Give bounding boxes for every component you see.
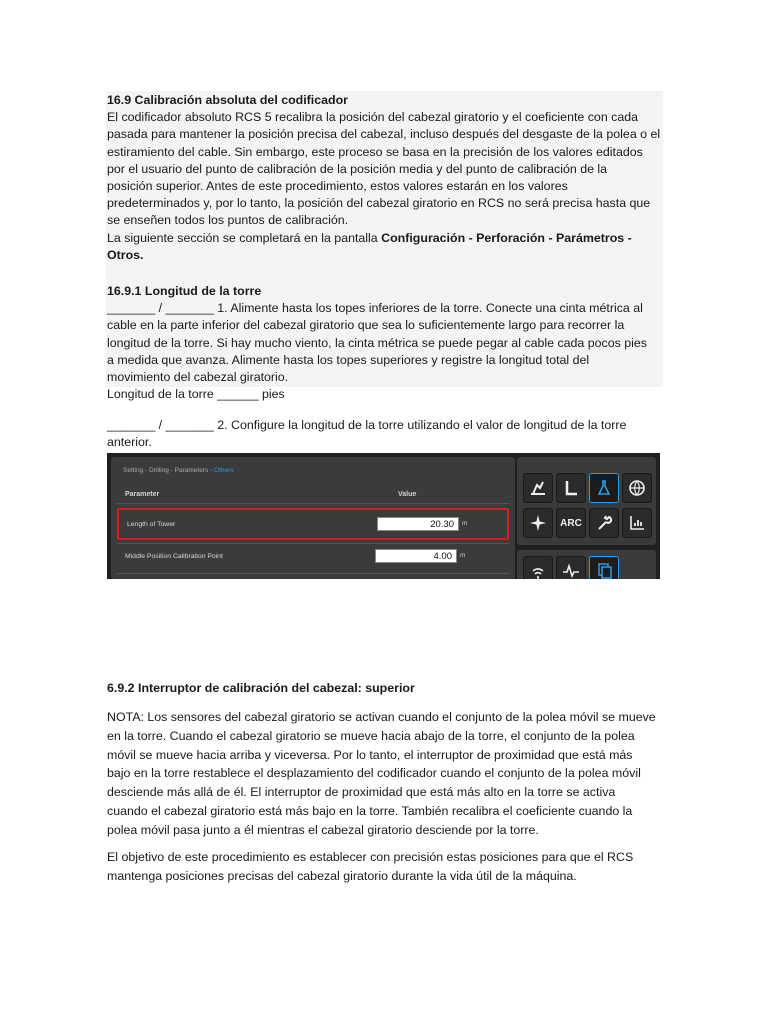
- section-16-9: [107, 92, 663, 264]
- param-label: Middle Position Calibration Point: [125, 553, 223, 560]
- boom-icon[interactable]: [556, 473, 586, 503]
- step-line: movimiento del cabezal giratorio.: [107, 370, 289, 385]
- compass-icon[interactable]: [523, 508, 553, 538]
- tower-length-line: Longitud de la torre ______ pies: [107, 387, 285, 402]
- signal-icon[interactable]: [523, 556, 553, 579]
- note-line: bajo en la torre restablece el desplazamiento del codificador cuando el conjunto de la polea móvil: [107, 766, 641, 781]
- param-row-middle-calibration[interactable]: [117, 543, 509, 575]
- step-line: cable en la parte inferior del cabezal giratorio que sea lo suficientemente largo para recorrer la: [107, 318, 625, 333]
- paragraph-line: pasada para mantener la posición precisa del cabezal, incluso después del desgaste de la polea o el: [107, 127, 661, 142]
- divider: [117, 573, 509, 574]
- step-line: anterior.: [107, 435, 152, 450]
- step-2: [107, 417, 663, 451]
- pulse-icon[interactable]: [556, 556, 586, 579]
- note-paragraph: [107, 708, 663, 840]
- breadcrumb: [123, 467, 234, 474]
- globe-icon[interactable]: [622, 473, 652, 503]
- breadcrumb-current: Others: [214, 467, 234, 474]
- step-line: _______ / _______ 2. Configure la longitud de la torre utilizando el valor de longitud de la torre: [107, 418, 627, 432]
- documents-icon[interactable]: [589, 556, 619, 579]
- screen-path: Configuración - Perforación - Parámetros -: [381, 230, 632, 245]
- note-line: en la torre. Cuando el cabezal giratorio se mueve hacia abajo de la torre, el conjunto de la polea: [107, 728, 635, 743]
- chart-icon[interactable]: [622, 508, 652, 538]
- objective-line: El objetivo de este procedimiento es establecer con precisión estas posiciones para que el RCS: [107, 850, 634, 864]
- drill-icon[interactable]: [523, 473, 553, 503]
- param-row-length-of-tower[interactable]: [117, 508, 509, 540]
- note-line: móvil se mueve hacia arriba y viceversa. Por lo tanto, el interruptor de proximidad que está más: [107, 747, 633, 762]
- paragraph-line: estiramiento del cable. Sin embargo, este proceso se basa en la precisión de los valores editados: [107, 144, 643, 159]
- objective-paragraph: [107, 848, 663, 886]
- section-6-9-2-heading-block: [107, 680, 663, 697]
- paragraph-line: posición superior. Antes de este procedimiento, estos valores estarán en los valores: [107, 179, 568, 194]
- note-line: polea móvil pasa junto a él mientras el cabezal giratorio desciende por la torre.: [107, 822, 539, 837]
- length-of-tower-input[interactable]: 20.30: [377, 517, 459, 531]
- nav-panel: [517, 457, 656, 545]
- settings-screenshot: [107, 453, 660, 579]
- note-line: NOTA: Los sensores del cabezal giratorio se activan cuando el conjunto de la polea móvil se mueve: [107, 710, 656, 724]
- section-16-9-1: [107, 283, 663, 403]
- divider: [117, 503, 509, 504]
- wrench-icon[interactable]: [589, 508, 619, 538]
- section-heading: 6.9.2 Interruptor de calibración del cabezal: superior: [107, 681, 415, 695]
- screen-intro: La siguiente sección se completará en la pantalla: [107, 230, 382, 245]
- note-line: cuando el cabezal giratorio está más bajo en la torre. También recalibra el coeficiente cuando la: [107, 803, 633, 818]
- param-unit: m: [462, 520, 468, 527]
- arc-button[interactable]: ARC: [556, 508, 586, 538]
- secondary-nav-panel: [517, 550, 656, 579]
- param-unit: m: [460, 552, 466, 559]
- breadcrumb-path: Setting - Drilling - Parameters -: [123, 467, 215, 474]
- param-label: Length of Tower: [127, 521, 176, 528]
- paragraph-line: El codificador absoluto RCS 5 recalibra la posición del cabezal giratorio y el coeficiente con cada: [107, 110, 639, 125]
- paragraph-line: se enseñen todos los puntos de calibración.: [107, 213, 349, 228]
- step-line: _______ / _______ 1. Alimente hasta los topes inferiores de la torre. Conecte una cinta métrica al: [107, 301, 643, 316]
- middle-calibration-input[interactable]: 4.00: [375, 549, 457, 563]
- paragraph-line: predeterminados y, por lo tanto, la posición del cabezal giratorio en RCS no será precisa hasta que: [107, 196, 651, 211]
- screen-path-line: [107, 230, 663, 247]
- note-line: desciende más allá de él. El interruptor de proximidad que está más alto en la torre se activa: [107, 785, 616, 800]
- objective-line: mantenga posiciones precisas del cabezal giratorio durante la vida útil de la máquina.: [107, 868, 577, 883]
- step-line: a medida que avanza. Alimente hasta los topes superiores y registre la longitud total del: [107, 352, 590, 367]
- paragraph-line: por el usuario del punto de calibración de la posición media y del punto de calibración de la: [107, 161, 608, 176]
- column-header-parameter: Parameter: [125, 491, 160, 498]
- section-heading: 16.9.1 Longitud de la torre: [107, 284, 262, 298]
- step-line: longitud de la torre. Si hay mucho viento, la cinta métrica se puede pegar al cable cada pocos pies: [107, 335, 648, 350]
- screen-path-end: Otros.: [107, 247, 144, 262]
- column-header-value: Value: [398, 491, 417, 498]
- section-heading: 16.9 Calibración absoluta del codificador: [107, 93, 348, 107]
- parameters-panel: [111, 457, 515, 579]
- flask-icon[interactable]: [589, 473, 619, 503]
